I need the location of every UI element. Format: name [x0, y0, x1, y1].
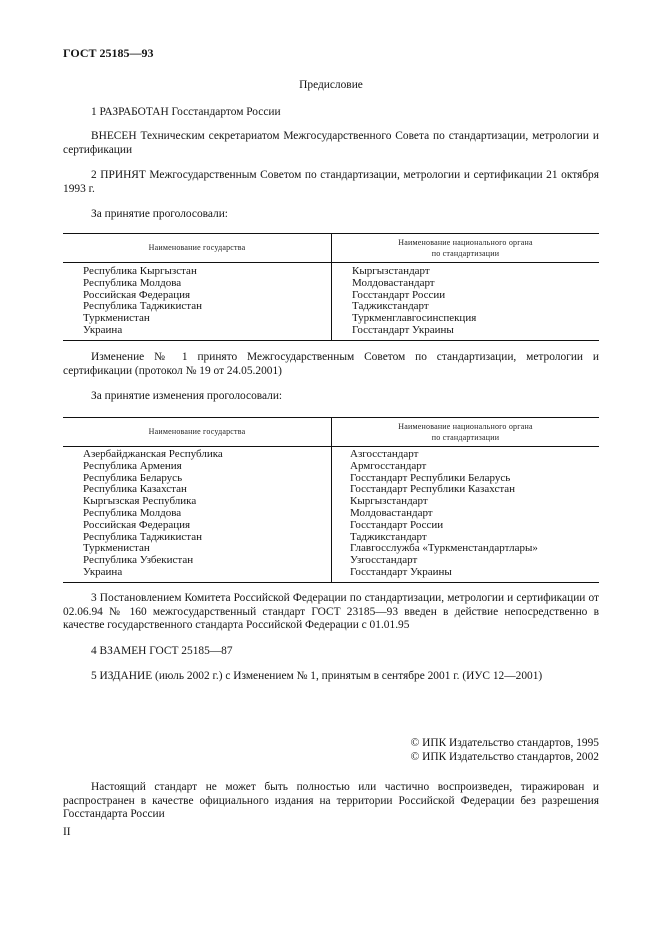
table-cell-body: Туркменглавгосинспекция [352, 312, 477, 325]
table-cell-body: Молдовастандарт [352, 276, 435, 289]
table-cell-body: Госстандарт России [350, 518, 444, 531]
table-cell-state: Российская Федерация [83, 518, 191, 531]
table-cell-state: Российская Федерация [83, 288, 191, 301]
copyright-block [411, 737, 599, 764]
table-cell-body: Главгосслужба «Туркменстандартлары» [350, 542, 538, 555]
table-cell-state: Республика Кыргызстан [83, 265, 197, 277]
item-adopted: 2 ПРИНЯТ Межгосударственным Советом по стандартизации, метрологии и сертификации 21 октября 1993 г. [63, 169, 599, 195]
body-column [350, 449, 538, 579]
item-amendment: Изменение № 1 принято Межгосударственным Советом по стандартизации, метрологии и сертификации (протокол № 19 от 24.05.2001) [63, 351, 599, 377]
copyright-line: © ИПК Издательство стандартов, 1995 [410, 737, 599, 749]
state-column [83, 449, 223, 579]
voting-table-1 [63, 233, 599, 341]
reproduction-notice: Настоящий стандарт не может быть полностью или частично воспроизведен, тиражирован и распространен в качестве официального издания на территории Российской Федерации без разрешения Госстандарта России [63, 781, 599, 820]
item-edition: 5 ИЗДАНИЕ (июль 2002 г.) с Изменением № 1, принятым в сентябре 2001 г. (ИУС 12—2001) [91, 670, 543, 682]
page-title: Предисловие [299, 79, 363, 91]
table-cell-state: Туркменистан [83, 542, 150, 555]
table-cell-state: Республика Молдова [83, 506, 182, 519]
table-cell-state: Азербайджанская Республика [83, 448, 223, 460]
table-cell-state: Республика Таджикистан [83, 530, 202, 543]
table-cell-body: Госстандарт России [352, 288, 446, 301]
table-cell-body: Таджикстандарт [350, 530, 427, 543]
item-resolution: 3 Постановлением Комитета Российской Федерации по стандартизации, метрологии и сертификации от 02.06.94 № 160 межгосударственный стандарт ГОСТ 23185—93 введен в действие непосредственно в качестве государственного стандарта Российской Федерации с 01.01.95 [63, 592, 599, 631]
item-introduced: ВНЕСЕН Техническим секретариатом Межгосударственного Совета по стандартизации, метрологии и сертификации [63, 130, 599, 156]
page-number: II [63, 826, 71, 838]
item-developed: 1 РАЗРАБОТАН Госстандартом России [91, 106, 281, 118]
table-cell-state: Украина [83, 323, 123, 336]
amendment-voted-intro: За принятие изменения проголосовали: [91, 390, 283, 402]
table-cell-state: Республика Беларусь [83, 471, 183, 484]
table-cell-state: Республика Армения [83, 459, 182, 472]
table-cell-state: Республика Таджикистан [83, 300, 202, 313]
table-cell-body: Молдовастандарт [350, 506, 433, 519]
table-cell-body: Армгосстандарт [350, 459, 427, 472]
body-column [352, 266, 476, 337]
voted-intro: За принятие проголосовали: [91, 208, 228, 220]
item-replaces: 4 ВЗАМЕН ГОСТ 25185—87 [91, 645, 233, 657]
header-state: Наименование государства [148, 243, 246, 252]
header-body: Наименование национального органа по стандартизации [398, 238, 533, 258]
voting-table-2 [63, 417, 599, 583]
table-cell-body: Азгосстандарт [350, 448, 419, 460]
table-cell-state: Республика Молдова [83, 276, 182, 289]
header-state: Наименование государства [148, 427, 246, 436]
table-cell-body: Госстандарт Украины [352, 323, 454, 336]
state-column [83, 266, 202, 337]
table-cell-state: Туркменистан [83, 312, 150, 325]
table-cell-state: Республика Узбекистан [83, 554, 194, 567]
table-cell-state: Кыргызская Республика [83, 495, 197, 508]
table-cell-body: Кыргызстандарт [352, 265, 430, 277]
table-cell-body: Госстандарт Республики Беларусь [350, 471, 511, 484]
table-cell-body: Кыргызстандарт [350, 495, 428, 508]
table-cell-state: Украина [83, 565, 123, 578]
table-cell-body: Госстандарт Республики Казахстан [350, 483, 516, 496]
table-cell-body: Узгосстандарт [350, 554, 418, 567]
table-cell-body: Таджикстандарт [352, 300, 429, 313]
copyright-line: © ИПК Издательство стандартов, 2002 [410, 750, 599, 763]
header-body: Наименование национального органа по стандартизации [398, 422, 533, 442]
document-code: ГОСТ 25185—93 [63, 46, 154, 60]
table-cell-body: Госстандарт Украины [350, 565, 452, 578]
table-cell-state: Республика Казахстан [83, 483, 187, 496]
